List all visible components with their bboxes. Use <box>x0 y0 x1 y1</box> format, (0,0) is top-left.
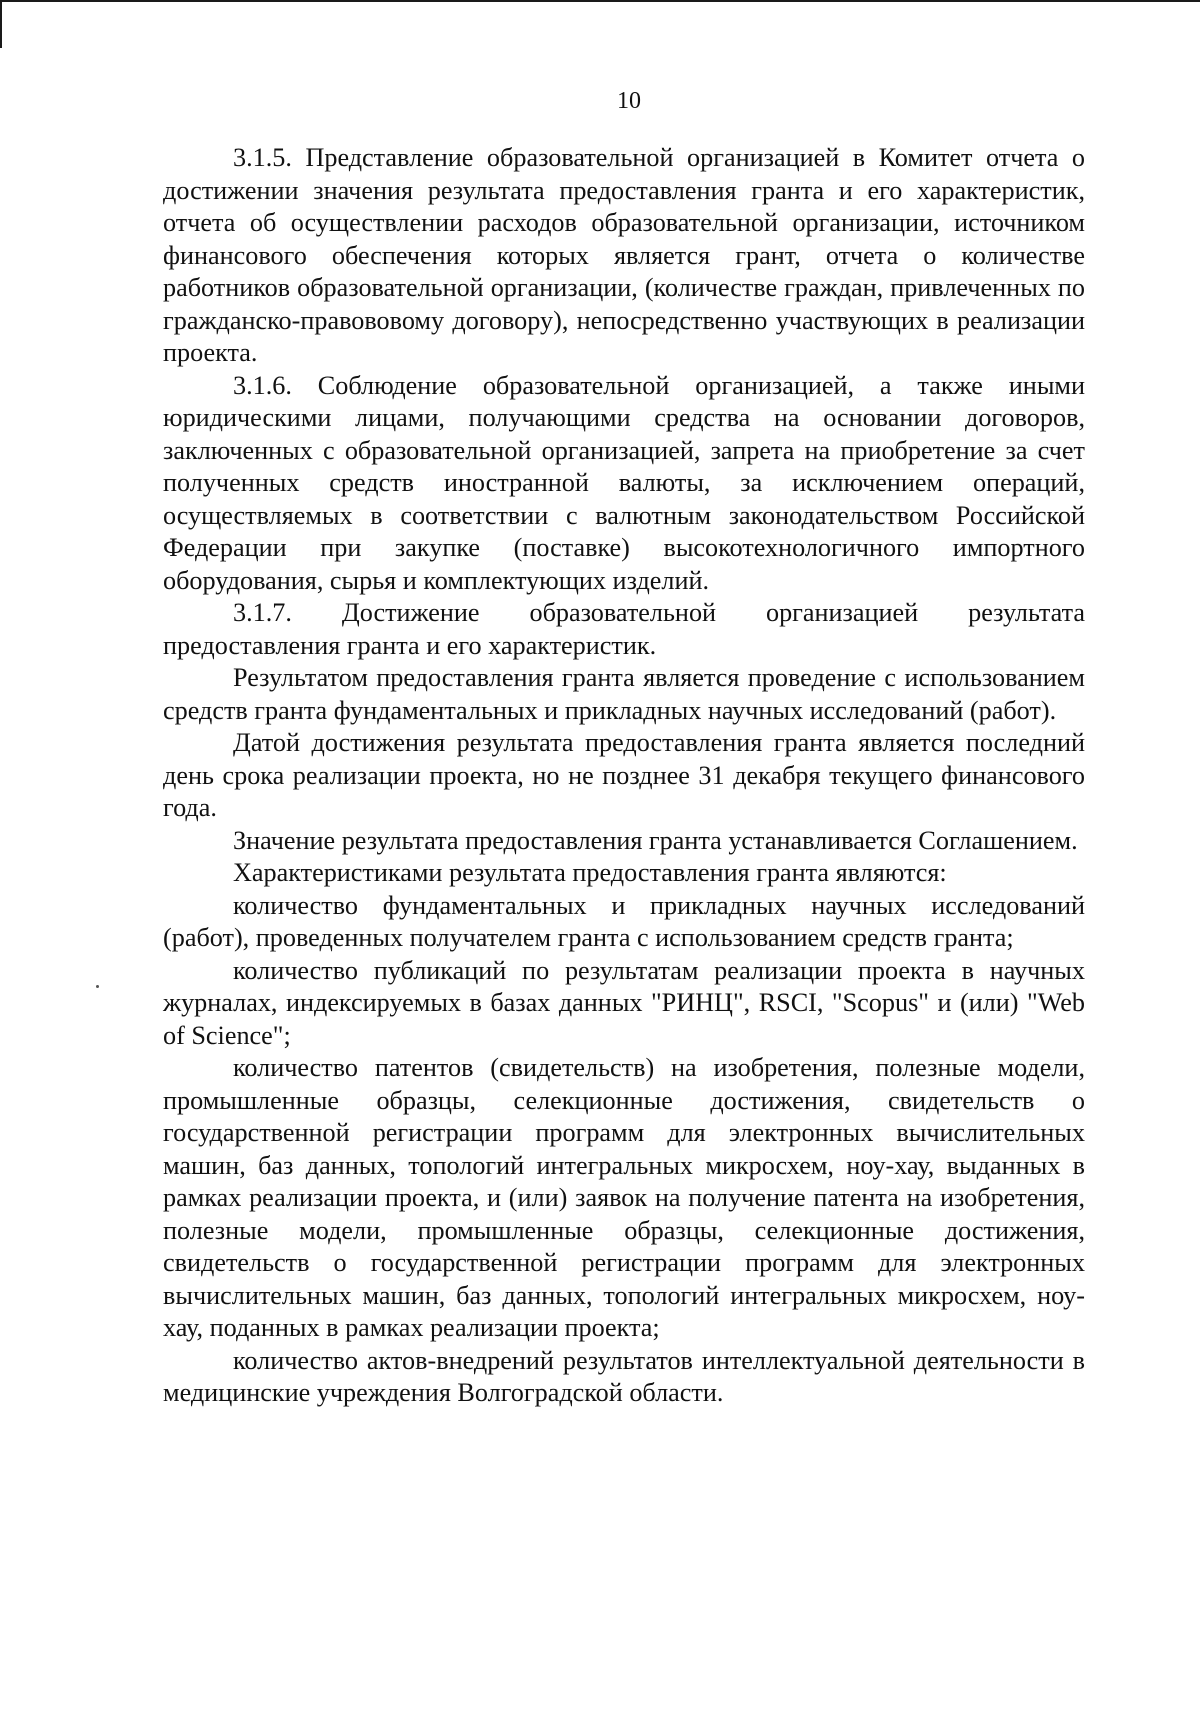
page-number: 10 <box>617 88 641 114</box>
paragraph-result: Результатом предоставления гранта является проведение с использованием средств гранта фундаментальных и прикладных научных исследований (работ). <box>163 663 1085 725</box>
paragraph-3-1-5: 3.1.5. Представление образовательной организацией в Комитет отчета о достижении значения результата предоставления гранта и его характеристик, отчета об осуществлении расходов образовательной организации, источником финансового обеспечения которых является грант, отчета о количестве работников образовательной организации, (количестве граждан, привлеченных по гражданско-правововому договору), непосредственно участвующих в реализации проекта. <box>163 143 1085 367</box>
document-body <box>163 142 1085 1410</box>
paragraph-characteristics-intro: Характеристиками результата предоставления гранта являются: <box>233 858 947 887</box>
scan-border-top <box>0 0 1200 2</box>
scan-border-left <box>0 0 2 48</box>
paragraph-3-1-7: 3.1.7. Достижение образовательной организацией результата предоставления гранта и его характеристик. <box>163 598 1085 660</box>
scan-speck <box>96 985 99 988</box>
paragraph-3-1-6: 3.1.6. Соблюдение образовательной организацией, а также иными юридическими лицами, получающими средства на основании договоров, заключенных с образовательной организацией, запрета на приобретение за счет полученных средств иностранной валюты, за исключением операций, осуществляемых в соответствии с валютным законодательством Российской Федерации при закупке (поставке) высокотехнологичного импортного оборудования, сырья и комплектующих изделий. <box>163 370 1085 595</box>
paragraph-characteristic-implementations: количество актов-внедрений результатов интеллектуальной деятельности в медицинские учреждения Волгоградской области. <box>163 1345 1085 1407</box>
paragraph-characteristic-research: количество фундаментальных и прикладных научных исследований (работ), проведенных получателем гранта с использованием средств гранта; <box>163 890 1085 952</box>
paragraph-characteristic-publications: количество публикаций по результатам реализации проекта в научных журналах, индексируемых в базах данных "РИНЦ", RSCI, "Scopus" и (или) "Web of Science"; <box>163 955 1085 1050</box>
paragraph-characteristic-patents: количество патентов (свидетельств) на изобретения, полезные модели, промышленные образцы, селекционные достижения, свидетельств о государственной регистрации программ для электронных вычислительных машин, баз данных, топологий интегральных микросхем, ноу-хау, выданных в рамках реализации проекта, и (или) заявок на получение патента на изобретения, полезные модели, промышленные образцы, селекционные достижения, свидетельств о государственной регистрации программ для электронных вычислительных машин, баз данных, топологий интегральных микросхем, ноу-хау, поданных в рамках реализации проекта; <box>163 1053 1085 1342</box>
paragraph-result-value: Значение результата предоставления гранта устанавливается Соглашением. <box>233 825 1078 855</box>
paragraph-result-date: Датой достижения результата предоставления гранта является последний день срока реализации проекта, но не позднее 31 декабря текущего финансового года. <box>163 728 1085 822</box>
